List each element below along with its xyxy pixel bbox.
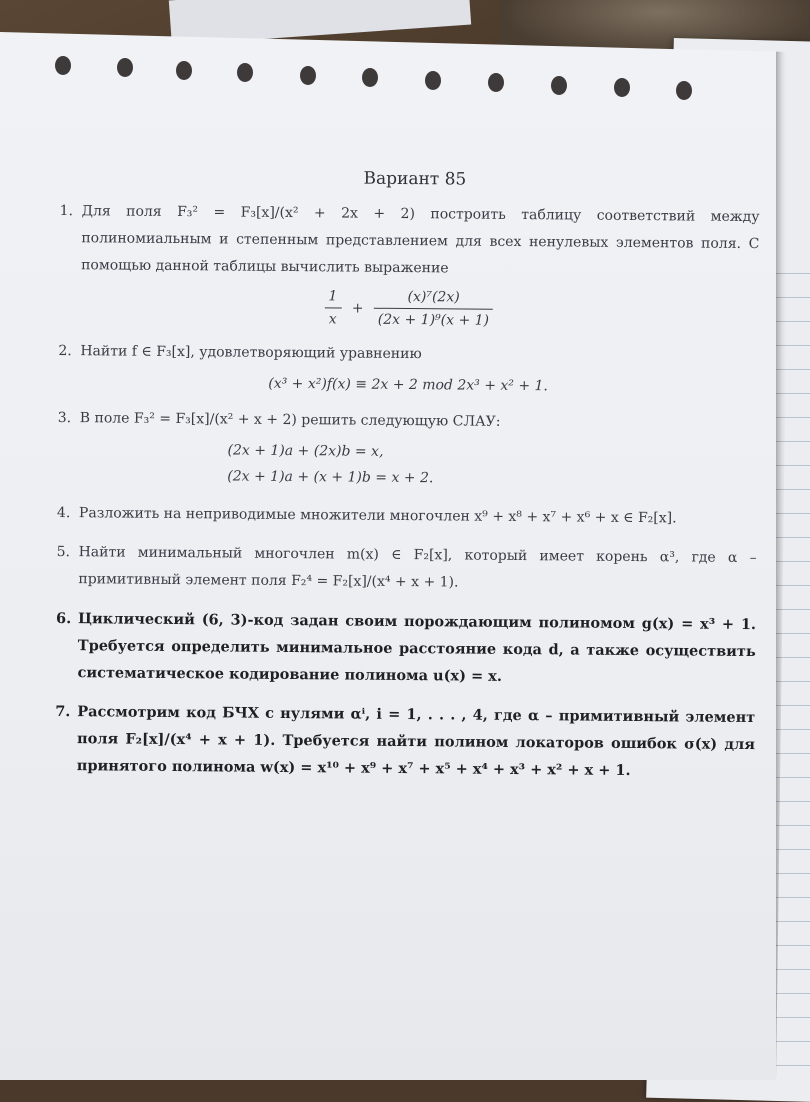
problem-7: [55, 698, 756, 785]
punch-hole: [676, 81, 692, 100]
variant-title: Вариант 85: [363, 168, 467, 190]
problem-text: Циклический (6, 3)-код задан своим порождающим полиномом g(x) = x³ + 1. Требуется определить минимальное расстояние кода d, а также осуществить систематическое кодирование полинома u(x) = x.: [77, 610, 757, 685]
problem-text: Найти минимальный многочлен m(x) ∈ F₂[x], который имеет корень α³, где α – примитивный элемент поля F₂⁴ = F₂[x]/(x⁴ + x + 1).: [78, 544, 757, 591]
fraction-denominator: (2x + 1)⁹(x + 1): [374, 308, 493, 332]
problem-number: 2.: [58, 342, 72, 360]
problem-number: 4.: [56, 504, 71, 522]
punch-hole: [176, 61, 192, 80]
problem-6: [55, 605, 756, 692]
problem-number: 6.: [55, 609, 72, 628]
problem-number: 1.: [59, 202, 74, 220]
punch-hole: [362, 68, 378, 87]
problem-text: Для поля F₃² = F₃[x]/(x² + 2x + 2) построить таблицу соответствий между полиномиальным и степенным представлением для всех ненулевых элементов поля. С помощью данной таблицы вычислить выражение: [81, 203, 760, 277]
problem-3: [58, 405, 758, 438]
fraction-main: [374, 286, 494, 332]
problem-text: Найти f ∈ F₃[x], удовлетворяющий уравнению: [80, 343, 422, 363]
expression-formula: [59, 283, 759, 334]
punch-hole: [425, 71, 441, 90]
system-equation-1: (2x + 1)a + (2x)b = x,: [227, 442, 384, 460]
fraction-numerator: (x)⁷(2x): [407, 289, 460, 306]
fraction-one-over-x: [324, 285, 341, 330]
problem-number: 5.: [56, 543, 71, 561]
problem-5: [56, 539, 756, 599]
problem-4: [57, 500, 757, 533]
punch-hole: [117, 58, 133, 77]
problem-2: [58, 338, 758, 371]
problem-text: Разложить на неприводимые множители многочлен x⁹ + x⁸ + x⁷ + x⁶ + x ∈ F₂[x].: [78, 505, 677, 527]
congruence-equation: (x³ + x²)f(x) ≡ 2x + 2 mod 2x³ + x² + 1.: [268, 375, 548, 395]
system-equation-2: (2x + 1)a + (x + 1)b = x + 2.: [227, 468, 434, 487]
fraction-numerator: 1: [328, 288, 338, 305]
plus-sign: +: [351, 300, 364, 317]
punch-hole: [551, 76, 567, 95]
fraction-denominator: x: [324, 307, 341, 330]
punch-hole: [55, 56, 71, 75]
linear-system: [227, 437, 757, 494]
punch-hole: [488, 73, 504, 92]
punch-hole: [300, 66, 316, 85]
punch-hole: [237, 63, 253, 82]
problem-number: 7.: [55, 702, 71, 721]
problem-number: 3.: [57, 409, 72, 427]
exam-document: [55, 166, 760, 789]
problem-text: Рассмотрим код БЧХ с нулями αⁱ, i = 1, . . . , 4, где α – примитивный элемент поля F₂[x]/(x⁴ + x + 1). Требуется найти полином локаторов ошибок σ(x) для принятого полинома w(x) = x¹⁰ + x⁹ + x⁷ + x⁵ + x⁴ + x³ + x² + x + 1.: [76, 703, 756, 780]
problem-text: В поле F₃² = F₃[x]/(x² + x + 2) решить следующую СЛАУ:: [79, 410, 501, 430]
punch-hole: [614, 78, 630, 97]
problem-1: [59, 198, 760, 285]
